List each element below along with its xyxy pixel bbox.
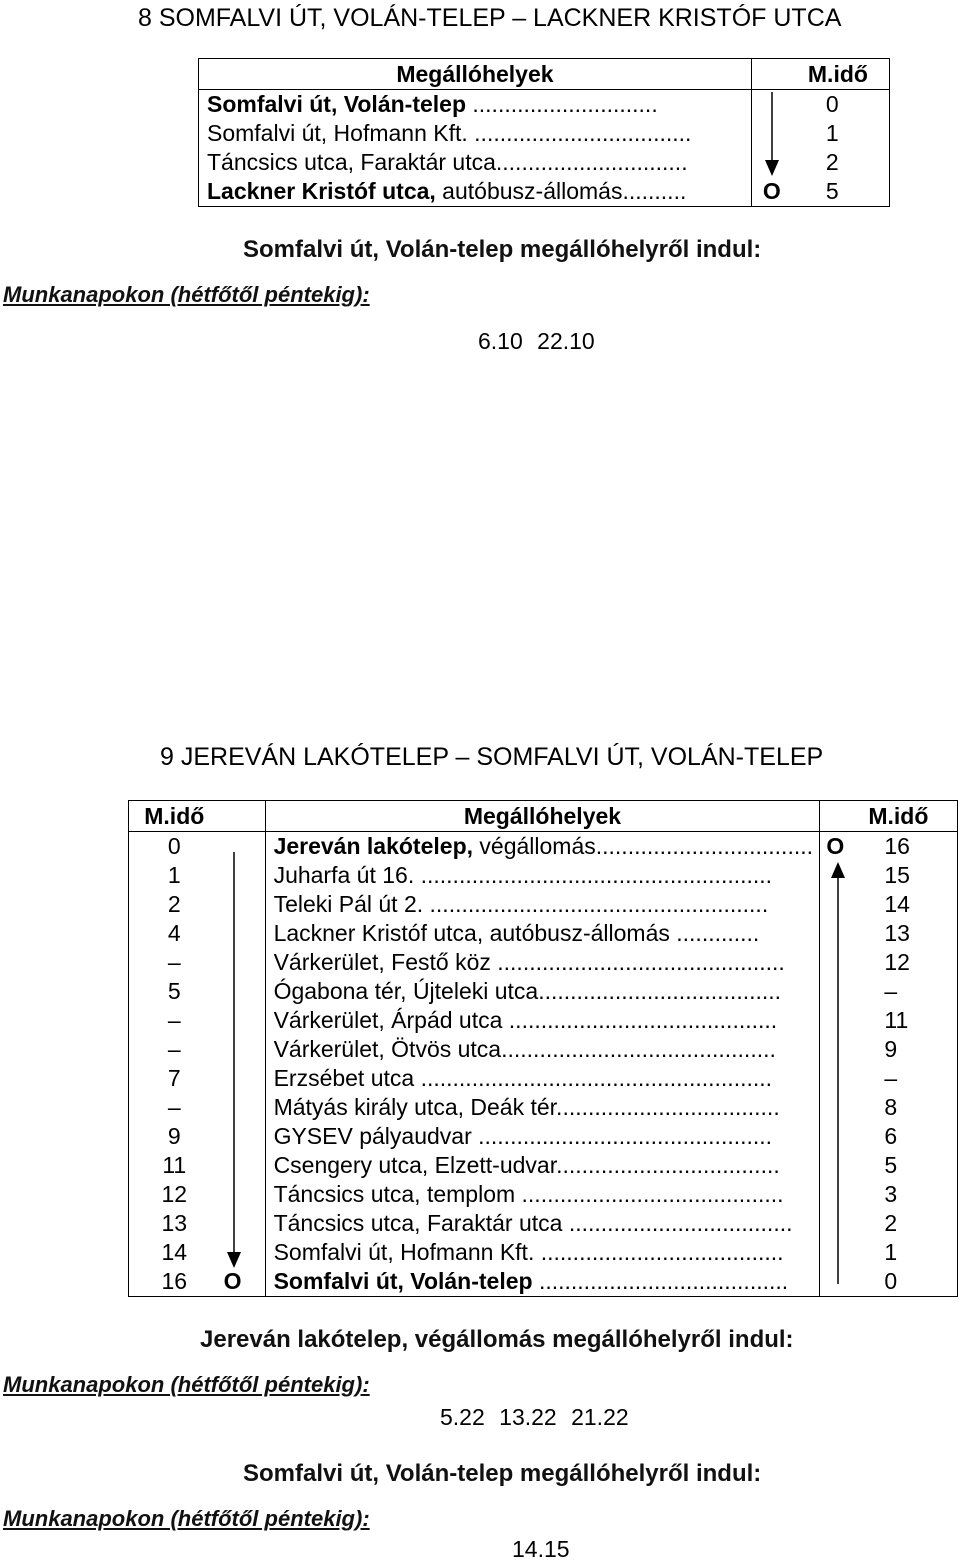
route9-stop: Várkerület, Festő köz .............................................	[273, 949, 785, 975]
route8-stop: Somfalvi út, Volán-telep .............................	[207, 91, 658, 117]
route9-time-right: 12	[884, 949, 910, 975]
route9-time-left: –	[167, 1036, 181, 1062]
route8-time: 2	[825, 149, 839, 175]
route9-stop: Csengery utca, Elzett-udvar...................................	[273, 1152, 780, 1178]
route9-time-right: 5	[884, 1152, 898, 1178]
route9-time-right: 8	[884, 1094, 898, 1120]
route9-dep2-workdays-label: Munkanapokon (hétfőtől péntekig):	[3, 1506, 370, 1531]
route9-stop: Ógabona tér, Újteleki utca......................................	[273, 978, 782, 1004]
route9-time-left: –	[167, 1094, 181, 1120]
route9-timetable	[128, 800, 958, 1297]
route8-workdays-label: Munkanapokon (hétfőtől péntekig):	[3, 282, 370, 307]
route9-time-right: 9	[884, 1036, 898, 1062]
route9-time-left: 5	[167, 978, 181, 1004]
route9-stop: Táncsics utca, templom .........................................	[273, 1181, 784, 1207]
route9-stop: Lackner Kristóf utca, autóbusz-állomás .............	[273, 920, 760, 946]
route9-time-left: –	[167, 1007, 181, 1033]
route9-time-left: 13	[161, 1210, 188, 1236]
route8-stop-list	[199, 90, 752, 207]
route9-time-left: 14	[161, 1239, 188, 1265]
route9-dep1-heading: Jereván lakótelep, végállomás megállóhelyről indul:	[200, 1326, 794, 1353]
route9-stop: Erzsébet utca .......................................................	[273, 1065, 773, 1091]
route9-direction-down	[220, 832, 266, 1297]
route8-time-list	[804, 90, 890, 207]
route9-time-right: 1	[884, 1239, 898, 1265]
route8-stop: Lackner Kristóf utca, autóbusz-állomás..........	[207, 178, 687, 204]
arrow-up-icon	[820, 832, 868, 1296]
route8-stop: Táncsics utca, Faraktár utca..............................	[207, 149, 688, 175]
route9-title: 9 JEREVÁN LAKÓTELEP – SOMFALVI ÚT, VOLÁN-TELEP	[160, 743, 824, 771]
route8-times: 6.10 22.10	[478, 328, 595, 354]
route9-stop: Somfalvi út, Hofmann Kft. ......................................	[273, 1239, 784, 1265]
route9-time-right: 11	[884, 1007, 909, 1033]
route9-time-left: 16	[161, 1268, 188, 1294]
route9-time-left: 0	[167, 833, 181, 859]
route9-time-left: 4	[167, 920, 181, 946]
route9-time-right: 2	[884, 1210, 898, 1236]
route9-time-right: 13	[884, 920, 910, 946]
route8-end-marker: O	[762, 178, 781, 204]
route9-time-right: 0	[884, 1268, 898, 1294]
route9-stop: Táncsics utca, Faraktár utca ...................................	[273, 1210, 793, 1236]
route9-time-right: 15	[884, 862, 910, 888]
route9-header-time-right: M.idő	[868, 801, 957, 832]
route9-dep1-times: 5.22 13.22 21.22	[440, 1404, 629, 1430]
route9-time-left: –	[167, 949, 181, 975]
route8-time: 1	[825, 120, 839, 146]
route9-stop: Várkerület, Ötvös utca...........................................	[273, 1036, 776, 1062]
route9-stop: Somfalvi út, Volán-telep .......................................	[273, 1268, 789, 1294]
route8-stop: Somfalvi út, Hofmann Kft. ..................................	[207, 120, 692, 146]
route9-time-right: –	[884, 1065, 898, 1091]
route9-time-left-list	[129, 832, 220, 1297]
route9-stop: Jereván lakótelep, végállomás..................................	[273, 833, 814, 859]
route9-dep1-workdays-label: Munkanapokon (hétfőtől péntekig):	[3, 1372, 370, 1397]
route8-time: 5	[825, 178, 839, 204]
route8-direction	[751, 90, 804, 207]
route9-stop: Teleki Pál út 2. .....................................................	[273, 891, 769, 917]
route9-time-left: 9	[167, 1123, 181, 1149]
route9-time-right: –	[884, 978, 898, 1004]
route8-timetable	[198, 58, 890, 207]
route8-departure-heading: Somfalvi út, Volán-telep megállóhelyről indul:	[243, 236, 762, 263]
route9-dep2-heading: Somfalvi út, Volán-telep megállóhelyről indul:	[243, 1460, 762, 1487]
route9-time-left: 11	[162, 1152, 187, 1178]
route9-header-time-left: M.idő	[129, 801, 220, 832]
route8-header-stops: Megállóhelyek	[199, 59, 752, 90]
route9-header-stops: Megállóhelyek	[265, 801, 820, 832]
route9-stop: Mátyás király utca, Deák tér...................................	[273, 1094, 780, 1120]
route9-end-marker-bottom: O	[223, 1268, 242, 1294]
route9-time-left: 1	[167, 862, 181, 888]
route9-time-right: 3	[884, 1181, 898, 1207]
route9-time-left: 12	[161, 1181, 188, 1207]
route9-time-left: 2	[167, 891, 181, 917]
route8-title: 8 SOMFALVI ÚT, VOLÁN-TELEP – LACKNER KRISTÓF UTCA	[138, 4, 842, 32]
route9-time-left: 7	[167, 1065, 181, 1091]
route9-time-right: 16	[884, 833, 910, 859]
route9-stop: Juharfa út 16. .......................................................	[273, 862, 773, 888]
route9-end-marker-top: O	[826, 833, 845, 859]
route9-time-right: 6	[884, 1123, 898, 1149]
route8-time: 0	[825, 91, 839, 117]
route9-stop-list	[265, 832, 820, 1297]
route8-header-time: M.idő	[804, 59, 890, 90]
route9-dep2-times: 14.15	[512, 1536, 570, 1562]
route9-stop: GYSEV pályaudvar ..............................................	[273, 1123, 773, 1149]
route9-time-right: 14	[884, 891, 910, 917]
route9-stop: Várkerület, Árpád utca ..........................................	[273, 1007, 778, 1033]
arrow-down-icon	[220, 832, 265, 1296]
route9-direction-up	[820, 832, 869, 1297]
route9-time-right-list	[868, 832, 957, 1297]
